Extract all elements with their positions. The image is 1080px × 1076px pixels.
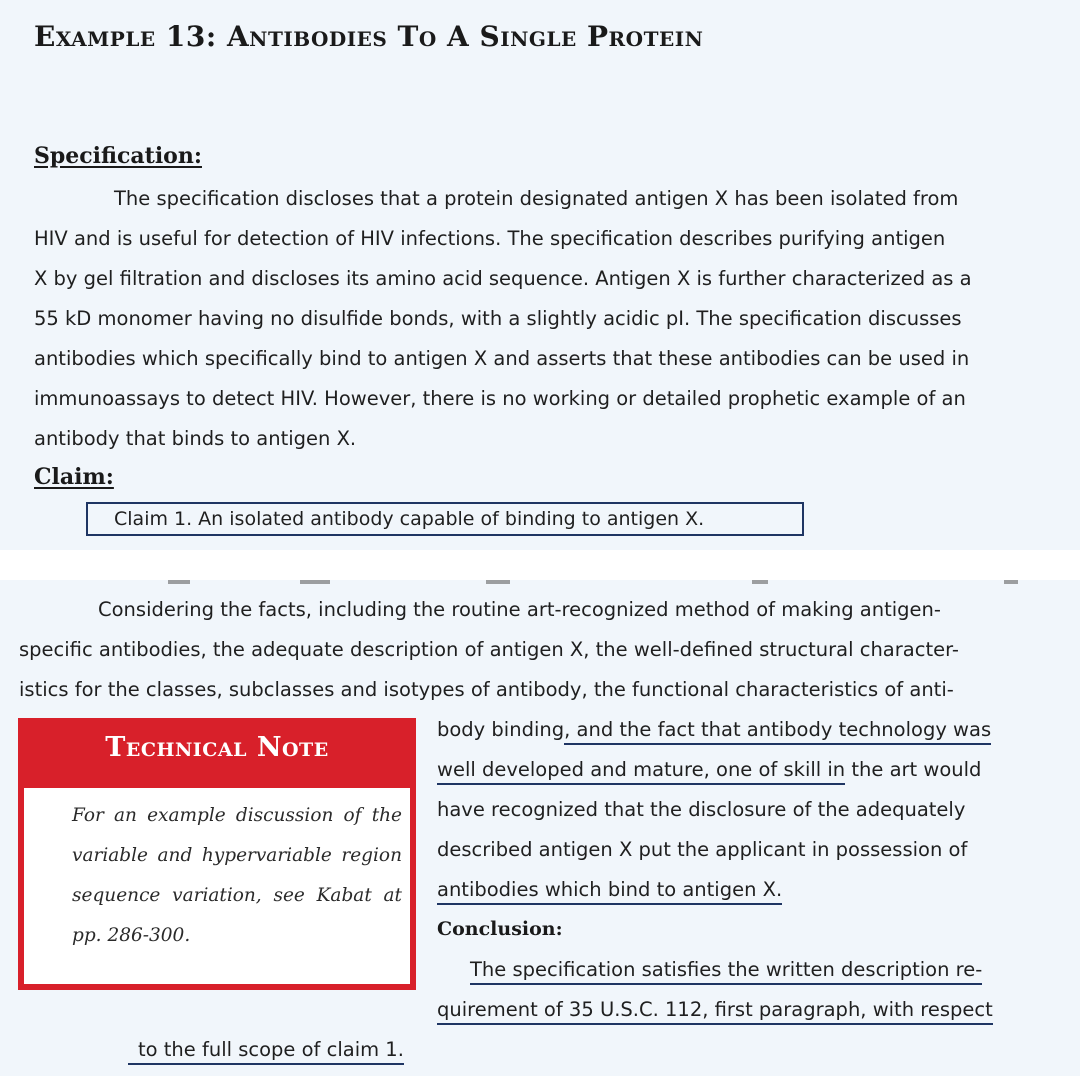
- specification-line: immunoassays to detect HIV. However, there is no working or detailed prophetic example of an: [34, 387, 966, 410]
- analysis-line: istics for the classes, subclasses and isotypes of antibody, the functional characteristics of anti-: [19, 678, 954, 701]
- cut-text-fragment: [300, 580, 330, 584]
- analysis-text: body binding: [437, 718, 565, 741]
- specification-line: antibody that binds to antigen X.: [34, 427, 357, 450]
- analysis-line: specific antibodies, the adequate description of antigen X, the well-defined structural character-: [19, 638, 959, 661]
- analysis-line: described antigen X put the applicant in possession of: [437, 838, 968, 861]
- analysis-line: [437, 878, 782, 902]
- conclusion-line: [437, 998, 993, 1022]
- technical-note-box: [18, 718, 416, 990]
- underlined-text: antibodies which bind to antigen X.: [437, 878, 782, 905]
- claim-text: Claim 1. An isolated antibody capable of binding to antigen X.: [114, 508, 705, 530]
- cut-text-fragment: [1004, 580, 1018, 584]
- claim-box: [86, 502, 804, 536]
- analysis-text: the art would: [845, 758, 982, 781]
- analysis-line: Considering the facts, including the routine art-recognized method of making antigen-: [98, 598, 941, 621]
- conclusion-line: [470, 958, 982, 982]
- analysis-line: [437, 758, 981, 782]
- conclusion-line: [128, 1038, 404, 1062]
- underlined-text: quirement of 35 U.S.C. 112, first paragraph, with respect: [437, 998, 993, 1025]
- cut-text-fragment: [168, 580, 190, 584]
- cut-text-fragment: [486, 580, 510, 584]
- specification-heading: Specification:: [34, 143, 202, 169]
- underlined-text: well developed and mature, one of skill in: [437, 758, 845, 785]
- specification-line: antibodies which specifically bind to antigen X and asserts that these antibodies can be used in: [34, 347, 970, 370]
- specification-line: 55 kD monomer having no disulfide bonds, with a slightly acidic pI. The specification discusses: [34, 307, 962, 330]
- specification-line: HIV and is useful for detection of HIV infections. The specification describes purifying antigen: [34, 227, 946, 250]
- specification-line: The specification discloses that a protein designated antigen X has been isolated from: [114, 187, 959, 210]
- technical-note-body: [24, 788, 410, 984]
- technical-note-title: Technical Note: [105, 732, 329, 763]
- analysis-line: [437, 718, 991, 742]
- underlined-text: to the full scope of claim 1.: [128, 1038, 404, 1065]
- underlined-text: , and the fact that antibody technology was: [564, 718, 991, 745]
- analysis-line: have recognized that the disclosure of the adequately: [437, 798, 966, 821]
- example-title: Example 13: Antibodies To A Single Protein: [34, 20, 704, 53]
- technical-note-text: For an example discussion of the variable and hypervariable region sequence variation, see Kabat at pp. 286-300.: [72, 805, 402, 946]
- conclusion-heading: Conclusion:: [437, 918, 563, 940]
- cut-text-fragment: [752, 580, 768, 584]
- specification-line: X by gel filtration and discloses its amino acid sequence. Antigen X is further characterized as a: [34, 267, 972, 290]
- claim-heading: Claim:: [34, 464, 114, 490]
- underlined-text: The specification satisfies the written description re-: [470, 958, 982, 985]
- screenshot-seam: [0, 550, 1080, 580]
